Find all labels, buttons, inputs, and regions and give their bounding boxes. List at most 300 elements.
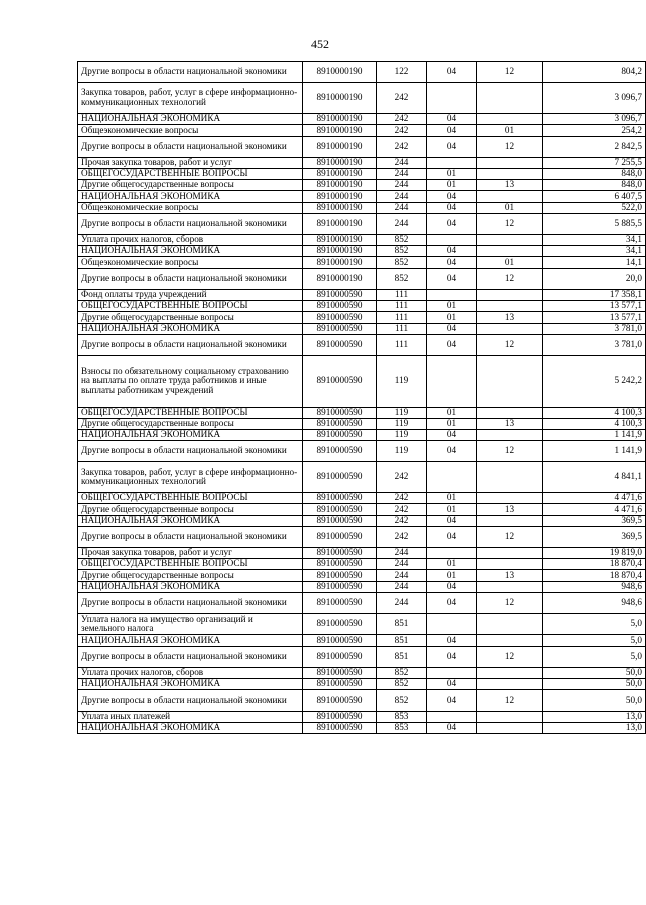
row-code-cell: 8910000590 xyxy=(303,462,377,493)
row-name-cell: Другие общегосударственные вопросы xyxy=(78,418,303,429)
table-row xyxy=(78,418,646,429)
row-code-cell: 8910000190 xyxy=(303,125,377,136)
row-section-cell: 01 xyxy=(427,180,477,191)
row-name-cell: Другие общегосударственные вопросы xyxy=(78,312,303,323)
row-subsection-cell: 12 xyxy=(477,334,543,355)
row-expense-type-cell: 242 xyxy=(377,125,427,136)
row-code-cell: 8910000590 xyxy=(303,441,377,462)
row-amount-cell: 50,0 xyxy=(543,679,646,690)
row-code-cell: 8910000590 xyxy=(303,526,377,547)
table-row xyxy=(78,679,646,690)
row-subsection-cell xyxy=(477,635,543,646)
row-expense-type-cell: 244 xyxy=(377,180,427,191)
row-subsection-cell xyxy=(477,246,543,257)
row-code-cell: 8910000590 xyxy=(303,301,377,312)
row-subsection-cell xyxy=(477,515,543,526)
row-code-cell: 8910000590 xyxy=(303,635,377,646)
row-name-cell: Другие вопросы в области национальной экономики xyxy=(78,592,303,613)
row-subsection-cell xyxy=(477,548,543,559)
row-expense-type-cell: 244 xyxy=(377,169,427,180)
table-row xyxy=(78,246,646,257)
row-name-cell: ОБЩЕГОСУДАРСТВЕННЫЕ ВОПРОСЫ xyxy=(78,559,303,570)
row-code-cell: 8910000590 xyxy=(303,581,377,592)
row-section-cell: 04 xyxy=(427,635,477,646)
row-expense-type-cell: 242 xyxy=(377,83,427,114)
row-subsection-cell xyxy=(477,667,543,678)
row-code-cell: 8910000590 xyxy=(303,418,377,429)
row-section-cell: 04 xyxy=(427,334,477,355)
row-amount-cell: 3 096,7 xyxy=(543,114,646,125)
row-amount-cell: 13,0 xyxy=(543,711,646,722)
row-subsection-cell xyxy=(477,301,543,312)
row-subsection-cell: 12 xyxy=(477,136,543,157)
row-expense-type-cell: 852 xyxy=(377,690,427,711)
row-section-cell: 04 xyxy=(427,191,477,202)
row-amount-cell: 18 870,4 xyxy=(543,570,646,581)
row-code-cell: 8910000590 xyxy=(303,711,377,722)
row-expense-type-cell: 853 xyxy=(377,722,427,733)
row-subsection-cell xyxy=(477,407,543,418)
row-code-cell: 8910000590 xyxy=(303,356,377,408)
row-name-cell: НАЦИОНАЛЬНАЯ ЭКОНОМИКА xyxy=(78,515,303,526)
row-code-cell: 8910000190 xyxy=(303,268,377,289)
row-expense-type-cell: 119 xyxy=(377,407,427,418)
row-expense-type-cell: 852 xyxy=(377,667,427,678)
row-code-cell: 8910000590 xyxy=(303,570,377,581)
table-row xyxy=(78,462,646,493)
row-name-cell: Уплата прочих налогов, сборов xyxy=(78,235,303,246)
row-name-cell: НАЦИОНАЛЬНАЯ ЭКОНОМИКА xyxy=(78,246,303,257)
row-section-cell xyxy=(427,548,477,559)
row-subsection-cell xyxy=(477,289,543,300)
row-amount-cell: 948,6 xyxy=(543,581,646,592)
table-row xyxy=(78,125,646,136)
row-expense-type-cell: 242 xyxy=(377,526,427,547)
table-row xyxy=(78,667,646,678)
row-name-cell: Закупка товаров, работ, услуг в сфере информационно-коммуникационных технологий xyxy=(78,83,303,114)
row-expense-type-cell: 242 xyxy=(377,515,427,526)
row-amount-cell: 34,1 xyxy=(543,246,646,257)
row-subsection-cell: 13 xyxy=(477,312,543,323)
row-section-cell: 01 xyxy=(427,169,477,180)
row-subsection-cell: 12 xyxy=(477,592,543,613)
row-name-cell: НАЦИОНАЛЬНАЯ ЭКОНОМИКА xyxy=(78,191,303,202)
row-subsection-cell: 13 xyxy=(477,418,543,429)
row-expense-type-cell: 111 xyxy=(377,323,427,334)
row-subsection-cell: 12 xyxy=(477,268,543,289)
row-name-cell: НАЦИОНАЛЬНАЯ ЭКОНОМИКА xyxy=(78,635,303,646)
row-amount-cell: 5 242,2 xyxy=(543,356,646,408)
row-section-cell: 04 xyxy=(427,114,477,125)
row-amount-cell: 3 781,0 xyxy=(543,323,646,334)
row-code-cell: 8910000190 xyxy=(303,213,377,234)
row-code-cell: 8910000590 xyxy=(303,690,377,711)
row-subsection-cell xyxy=(477,157,543,168)
row-expense-type-cell: 852 xyxy=(377,235,427,246)
row-name-cell: Другие вопросы в области национальной экономики xyxy=(78,646,303,667)
table-row xyxy=(78,504,646,515)
table-row xyxy=(78,235,646,246)
row-code-cell: 8910000190 xyxy=(303,257,377,268)
row-section-cell: 04 xyxy=(427,690,477,711)
row-section-cell xyxy=(427,462,477,493)
row-name-cell: НАЦИОНАЛЬНАЯ ЭКОНОМИКА xyxy=(78,429,303,440)
budget-table xyxy=(77,61,646,734)
table-row xyxy=(78,570,646,581)
row-amount-cell: 2 842,5 xyxy=(543,136,646,157)
row-subsection-cell xyxy=(477,462,543,493)
row-expense-type-cell: 242 xyxy=(377,504,427,515)
row-code-cell: 8910000590 xyxy=(303,722,377,733)
row-name-cell: Прочая закупка товаров, работ и услуг xyxy=(78,548,303,559)
row-name-cell: Общеэкономические вопросы xyxy=(78,257,303,268)
row-name-cell: Закупка товаров, работ, услуг в сфере информационно-коммуникационных технологий xyxy=(78,462,303,493)
row-expense-type-cell: 122 xyxy=(377,62,427,83)
table-row xyxy=(78,213,646,234)
row-section-cell: 04 xyxy=(427,136,477,157)
row-section-cell: 04 xyxy=(427,646,477,667)
row-name-cell: Общеэкономические вопросы xyxy=(78,125,303,136)
row-expense-type-cell: 242 xyxy=(377,493,427,504)
row-subsection-cell: 01 xyxy=(477,202,543,213)
row-expense-type-cell: 111 xyxy=(377,301,427,312)
row-code-cell: 8910000190 xyxy=(303,191,377,202)
row-section-cell xyxy=(427,235,477,246)
row-name-cell: ОБЩЕГОСУДАРСТВЕННЫЕ ВОПРОСЫ xyxy=(78,301,303,312)
row-code-cell: 8910000590 xyxy=(303,289,377,300)
row-section-cell: 04 xyxy=(427,62,477,83)
row-subsection-cell: 13 xyxy=(477,504,543,515)
row-expense-type-cell: 244 xyxy=(377,191,427,202)
row-expense-type-cell: 852 xyxy=(377,679,427,690)
table-row xyxy=(78,722,646,733)
row-section-cell: 01 xyxy=(427,570,477,581)
table-row xyxy=(78,429,646,440)
row-name-cell: Общеэкономические вопросы xyxy=(78,202,303,213)
row-subsection-cell xyxy=(477,559,543,570)
row-code-cell: 8910000190 xyxy=(303,202,377,213)
row-name-cell: НАЦИОНАЛЬНАЯ ЭКОНОМИКА xyxy=(78,323,303,334)
row-section-cell: 04 xyxy=(427,323,477,334)
table-row xyxy=(78,312,646,323)
row-subsection-cell: 12 xyxy=(477,213,543,234)
row-section-cell xyxy=(427,289,477,300)
row-expense-type-cell: 119 xyxy=(377,429,427,440)
row-code-cell: 8910000590 xyxy=(303,515,377,526)
row-expense-type-cell: 244 xyxy=(377,570,427,581)
row-code-cell: 8910000190 xyxy=(303,62,377,83)
table-row xyxy=(78,323,646,334)
row-subsection-cell xyxy=(477,83,543,114)
row-amount-cell: 522,0 xyxy=(543,202,646,213)
row-name-cell: Другие вопросы в области национальной экономики xyxy=(78,213,303,234)
row-section-cell: 04 xyxy=(427,268,477,289)
row-amount-cell: 4 471,6 xyxy=(543,504,646,515)
row-name-cell: ОБЩЕГОСУДАРСТВЕННЫЕ ВОПРОСЫ xyxy=(78,169,303,180)
table-row xyxy=(78,493,646,504)
table-row xyxy=(78,711,646,722)
row-name-cell: Другие вопросы в области национальной экономики xyxy=(78,334,303,355)
row-section-cell: 04 xyxy=(427,515,477,526)
row-code-cell: 8910000190 xyxy=(303,136,377,157)
table-row xyxy=(78,180,646,191)
row-section-cell: 01 xyxy=(427,407,477,418)
row-code-cell: 8910000190 xyxy=(303,180,377,191)
row-name-cell: Другие общегосударственные вопросы xyxy=(78,504,303,515)
row-expense-type-cell: 119 xyxy=(377,356,427,408)
row-code-cell: 8910000190 xyxy=(303,169,377,180)
row-name-cell: ОБЩЕГОСУДАРСТВЕННЫЕ ВОПРОСЫ xyxy=(78,493,303,504)
row-name-cell: Другие вопросы в области национальной экономики xyxy=(78,441,303,462)
row-expense-type-cell: 852 xyxy=(377,257,427,268)
row-amount-cell: 3 096,7 xyxy=(543,83,646,114)
row-section-cell xyxy=(427,157,477,168)
row-expense-type-cell: 111 xyxy=(377,334,427,355)
row-subsection-cell: 13 xyxy=(477,570,543,581)
table-row xyxy=(78,257,646,268)
row-name-cell: Другие вопросы в области национальной экономики xyxy=(78,136,303,157)
row-code-cell: 8910000190 xyxy=(303,157,377,168)
row-section-cell: 01 xyxy=(427,559,477,570)
row-amount-cell: 5 885,5 xyxy=(543,213,646,234)
row-subsection-cell: 01 xyxy=(477,257,543,268)
row-name-cell: Другие вопросы в области национальной экономики xyxy=(78,62,303,83)
table-row xyxy=(78,62,646,83)
row-subsection-cell xyxy=(477,191,543,202)
table-row xyxy=(78,83,646,114)
row-amount-cell: 19 819,0 xyxy=(543,548,646,559)
row-subsection-cell xyxy=(477,356,543,408)
table-row xyxy=(78,334,646,355)
row-amount-cell: 848,0 xyxy=(543,169,646,180)
row-subsection-cell xyxy=(477,493,543,504)
row-section-cell: 04 xyxy=(427,213,477,234)
row-section-cell: 04 xyxy=(427,246,477,257)
row-section-cell: 04 xyxy=(427,722,477,733)
row-code-cell: 8910000190 xyxy=(303,114,377,125)
row-expense-type-cell: 851 xyxy=(377,646,427,667)
row-name-cell: НАЦИОНАЛЬНАЯ ЭКОНОМИКА xyxy=(78,114,303,125)
page-number: 452 xyxy=(311,37,329,51)
table-row xyxy=(78,289,646,300)
row-section-cell: 01 xyxy=(427,312,477,323)
row-expense-type-cell: 852 xyxy=(377,268,427,289)
row-code-cell: 8910000590 xyxy=(303,548,377,559)
row-amount-cell: 3 781,0 xyxy=(543,334,646,355)
row-code-cell: 8910000590 xyxy=(303,646,377,667)
row-amount-cell: 254,2 xyxy=(543,125,646,136)
row-amount-cell: 5,0 xyxy=(543,614,646,635)
row-code-cell: 8910000590 xyxy=(303,614,377,635)
row-subsection-cell xyxy=(477,323,543,334)
row-amount-cell: 948,6 xyxy=(543,592,646,613)
row-amount-cell: 20,0 xyxy=(543,268,646,289)
row-subsection-cell xyxy=(477,679,543,690)
row-code-cell: 8910000190 xyxy=(303,83,377,114)
table-row xyxy=(78,114,646,125)
row-amount-cell: 13,0 xyxy=(543,722,646,733)
row-section-cell: 04 xyxy=(427,526,477,547)
row-expense-type-cell: 244 xyxy=(377,592,427,613)
row-expense-type-cell: 853 xyxy=(377,711,427,722)
table-row xyxy=(78,301,646,312)
row-subsection-cell: 12 xyxy=(477,646,543,667)
row-code-cell: 8910000590 xyxy=(303,334,377,355)
row-name-cell: Фонд оплаты труда учреждений xyxy=(78,289,303,300)
row-amount-cell: 5,0 xyxy=(543,646,646,667)
row-section-cell: 04 xyxy=(427,679,477,690)
row-name-cell: НАЦИОНАЛЬНАЯ ЭКОНОМИКА xyxy=(78,581,303,592)
row-subsection-cell: 12 xyxy=(477,62,543,83)
row-amount-cell: 4 100,3 xyxy=(543,418,646,429)
row-expense-type-cell: 242 xyxy=(377,114,427,125)
row-code-cell: 8910000590 xyxy=(303,493,377,504)
row-expense-type-cell: 119 xyxy=(377,418,427,429)
row-section-cell xyxy=(427,356,477,408)
row-subsection-cell xyxy=(477,711,543,722)
row-subsection-cell: 01 xyxy=(477,125,543,136)
row-subsection-cell: 12 xyxy=(477,526,543,547)
table-row xyxy=(78,526,646,547)
row-expense-type-cell: 111 xyxy=(377,312,427,323)
row-amount-cell: 5,0 xyxy=(543,635,646,646)
row-name-cell: НАЦИОНАЛЬНАЯ ЭКОНОМИКА xyxy=(78,722,303,733)
row-subsection-cell xyxy=(477,614,543,635)
row-code-cell: 8910000590 xyxy=(303,323,377,334)
table-row xyxy=(78,690,646,711)
table-row xyxy=(78,581,646,592)
row-section-cell: 04 xyxy=(427,429,477,440)
row-name-cell: Другие вопросы в области национальной экономики xyxy=(78,526,303,547)
budget-table-body xyxy=(78,62,646,734)
row-expense-type-cell: 851 xyxy=(377,635,427,646)
row-subsection-cell xyxy=(477,235,543,246)
row-expense-type-cell: 851 xyxy=(377,614,427,635)
row-section-cell: 04 xyxy=(427,202,477,213)
row-code-cell: 8910000590 xyxy=(303,429,377,440)
row-name-cell: Уплата налога на имущество организаций и земельного налога xyxy=(78,614,303,635)
table-row xyxy=(78,136,646,157)
table-row xyxy=(78,356,646,408)
row-expense-type-cell: 244 xyxy=(377,213,427,234)
row-amount-cell: 369,5 xyxy=(543,515,646,526)
row-amount-cell: 1 141,9 xyxy=(543,429,646,440)
row-section-cell: 04 xyxy=(427,592,477,613)
row-amount-cell: 4 841,1 xyxy=(543,462,646,493)
row-expense-type-cell: 242 xyxy=(377,462,427,493)
row-code-cell: 8910000590 xyxy=(303,592,377,613)
row-amount-cell: 1 141,9 xyxy=(543,441,646,462)
row-code-cell: 8910000590 xyxy=(303,312,377,323)
table-row xyxy=(78,515,646,526)
row-code-cell: 8910000590 xyxy=(303,559,377,570)
row-amount-cell: 4 471,6 xyxy=(543,493,646,504)
row-expense-type-cell: 244 xyxy=(377,548,427,559)
table-row xyxy=(78,169,646,180)
row-section-cell xyxy=(427,667,477,678)
row-amount-cell: 13 577,1 xyxy=(543,312,646,323)
table-row xyxy=(78,559,646,570)
row-subsection-cell: 13 xyxy=(477,180,543,191)
row-subsection-cell xyxy=(477,429,543,440)
table-row xyxy=(78,268,646,289)
row-expense-type-cell: 244 xyxy=(377,581,427,592)
row-code-cell: 8910000190 xyxy=(303,246,377,257)
row-code-cell: 8910000590 xyxy=(303,667,377,678)
row-section-cell: 04 xyxy=(427,581,477,592)
row-amount-cell: 18 870,4 xyxy=(543,559,646,570)
row-amount-cell: 4 100,3 xyxy=(543,407,646,418)
row-section-cell: 04 xyxy=(427,441,477,462)
row-expense-type-cell: 244 xyxy=(377,157,427,168)
row-name-cell: НАЦИОНАЛЬНАЯ ЭКОНОМИКА xyxy=(78,679,303,690)
row-section-cell xyxy=(427,83,477,114)
row-section-cell: 01 xyxy=(427,504,477,515)
row-name-cell: Другие вопросы в области национальной экономики xyxy=(78,690,303,711)
row-name-cell: Другие общегосударственные вопросы xyxy=(78,570,303,581)
row-amount-cell: 369,5 xyxy=(543,526,646,547)
row-section-cell: 01 xyxy=(427,418,477,429)
table-row xyxy=(78,646,646,667)
row-amount-cell: 17 358,1 xyxy=(543,289,646,300)
table-row xyxy=(78,635,646,646)
row-amount-cell: 6 407,5 xyxy=(543,191,646,202)
row-expense-type-cell: 119 xyxy=(377,441,427,462)
table-row xyxy=(78,191,646,202)
table-row xyxy=(78,202,646,213)
row-section-cell: 04 xyxy=(427,257,477,268)
row-expense-type-cell: 244 xyxy=(377,559,427,570)
row-name-cell: Взносы по обязательному социальному страхованию на выплаты по оплате труда работников и иные выплаты работникам учреждений xyxy=(78,356,303,408)
row-code-cell: 8910000590 xyxy=(303,407,377,418)
row-name-cell: Уплата иных платежей xyxy=(78,711,303,722)
row-amount-cell: 34,1 xyxy=(543,235,646,246)
table-row xyxy=(78,614,646,635)
row-name-cell: Другие общегосударственные вопросы xyxy=(78,180,303,191)
row-name-cell: ОБЩЕГОСУДАРСТВЕННЫЕ ВОПРОСЫ xyxy=(78,407,303,418)
row-section-cell xyxy=(427,614,477,635)
row-expense-type-cell: 242 xyxy=(377,136,427,157)
row-subsection-cell xyxy=(477,114,543,125)
row-amount-cell: 50,0 xyxy=(543,690,646,711)
row-amount-cell: 50,0 xyxy=(543,667,646,678)
row-name-cell: Прочая закупка товаров, работ и услуг xyxy=(78,157,303,168)
row-subsection-cell xyxy=(477,581,543,592)
table-row xyxy=(78,157,646,168)
row-amount-cell: 14,1 xyxy=(543,257,646,268)
row-amount-cell: 13 577,1 xyxy=(543,301,646,312)
row-subsection-cell: 12 xyxy=(477,690,543,711)
row-expense-type-cell: 852 xyxy=(377,246,427,257)
row-name-cell: Другие вопросы в области национальной экономики xyxy=(78,268,303,289)
table-row xyxy=(78,441,646,462)
table-row xyxy=(78,407,646,418)
table-row xyxy=(78,592,646,613)
row-amount-cell: 848,0 xyxy=(543,180,646,191)
row-section-cell: 01 xyxy=(427,301,477,312)
row-name-cell: Уплата прочих налогов, сборов xyxy=(78,667,303,678)
row-subsection-cell xyxy=(477,169,543,180)
row-amount-cell: 7 255,5 xyxy=(543,157,646,168)
row-code-cell: 8910000590 xyxy=(303,504,377,515)
row-section-cell xyxy=(427,711,477,722)
row-section-cell: 04 xyxy=(427,125,477,136)
row-subsection-cell xyxy=(477,722,543,733)
table-row xyxy=(78,548,646,559)
row-code-cell: 8910000190 xyxy=(303,235,377,246)
row-code-cell: 8910000590 xyxy=(303,679,377,690)
row-expense-type-cell: 244 xyxy=(377,202,427,213)
